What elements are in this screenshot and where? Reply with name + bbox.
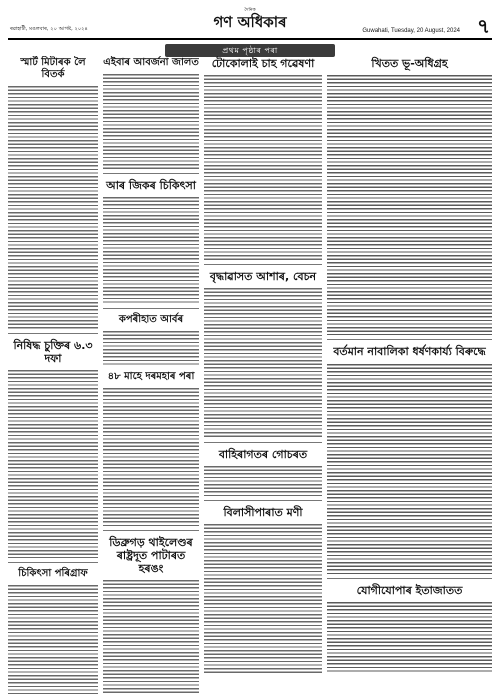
article-body	[103, 388, 199, 526]
divider	[204, 442, 322, 443]
headline-dibrugarh-thailand: ডিব্ৰুগড় থাইলেণ্ডৰ ৰাষ্ট্ৰদূত পাটাৰত হৰঙং	[109, 535, 193, 575]
article-columns	[8, 56, 492, 694]
header-date-english: Guwahati, Tuesday, 20 August, 2024	[362, 28, 460, 34]
page-number: ৭	[476, 14, 490, 38]
article-body	[204, 288, 322, 438]
article-body	[103, 74, 199, 169]
article-body	[204, 75, 322, 260]
article-body	[327, 364, 492, 574]
divider	[103, 308, 199, 309]
headline-bilasipara: বিলাসীপাৰাত মণী	[223, 506, 303, 519]
divider	[8, 562, 98, 563]
page-header	[8, 6, 492, 40]
article-body	[103, 197, 199, 304]
divider	[327, 578, 492, 579]
article-body	[8, 585, 98, 694]
headline-yogijopa: যোগীযোপাৰ ইতাজাতত	[356, 584, 463, 597]
headline-salary: ৪৮ মাহে দৰমহাৰ পৰা	[107, 370, 195, 382]
divider	[103, 173, 199, 174]
headline-medical: চিকিৎসা পৰিগ্ৰাফ	[18, 568, 88, 579]
column-2	[103, 56, 199, 694]
article-body	[204, 524, 322, 674]
column-4	[327, 56, 492, 694]
headline-old-age-home: বৃদ্ধাৱাসত আশাৰ, বেচন	[209, 270, 317, 283]
divider	[204, 264, 322, 265]
headline-rg-treatment: আৰ জিকৰ চিকিৎসা	[106, 179, 196, 193]
headline-land-acquisition: খিতত ভূ-অধিগ্ৰহ	[371, 57, 448, 70]
headline-tocklai-tea: টোকোলাই চাহ গৱেষণা	[211, 57, 315, 70]
article-body	[103, 331, 199, 367]
article-body	[8, 86, 98, 329]
article-body	[103, 580, 199, 694]
headline-garbage: এইবাৰ আবৰ্জনা জালত	[103, 57, 199, 68]
divider	[327, 339, 492, 340]
header-date-local: ৰৱাহাটী, মঙলবাৰ, ২০ আগষ্ট, ২০২৪	[10, 26, 88, 32]
divider	[204, 500, 322, 501]
divider	[8, 333, 98, 334]
masthead	[213, 7, 286, 30]
headline-koprihat: কপৰীহাত আৰ্বৰ	[118, 313, 184, 325]
masthead-tagline: দৈনিক	[244, 8, 256, 13]
article-body	[327, 602, 492, 672]
headline-clause: নিষিদ্ধ চুক্তিৰ ৬.৩ দফা	[13, 338, 93, 365]
headline-smart-meter: স্মাৰ্ট মিটাৰক লৈ বিতৰ্ক	[20, 57, 86, 80]
article-body	[327, 75, 492, 335]
headline-outsiders: বাহিৰাগতৰ গোচৰত	[218, 448, 308, 461]
section-banner: প্ৰথম পৃষ্ঠাৰ পৰা	[165, 44, 335, 57]
masthead-name: গণ অধিকাৰ	[213, 13, 287, 31]
article-body	[204, 466, 322, 496]
article-body	[8, 370, 98, 558]
headline-minor-rape: বৰ্তমান নাবালিকা ধৰ্ষণকাৰ্য্য বিৰুদ্ধে	[333, 345, 486, 358]
column-3	[204, 56, 322, 694]
column-1	[8, 56, 98, 694]
divider	[103, 530, 199, 531]
